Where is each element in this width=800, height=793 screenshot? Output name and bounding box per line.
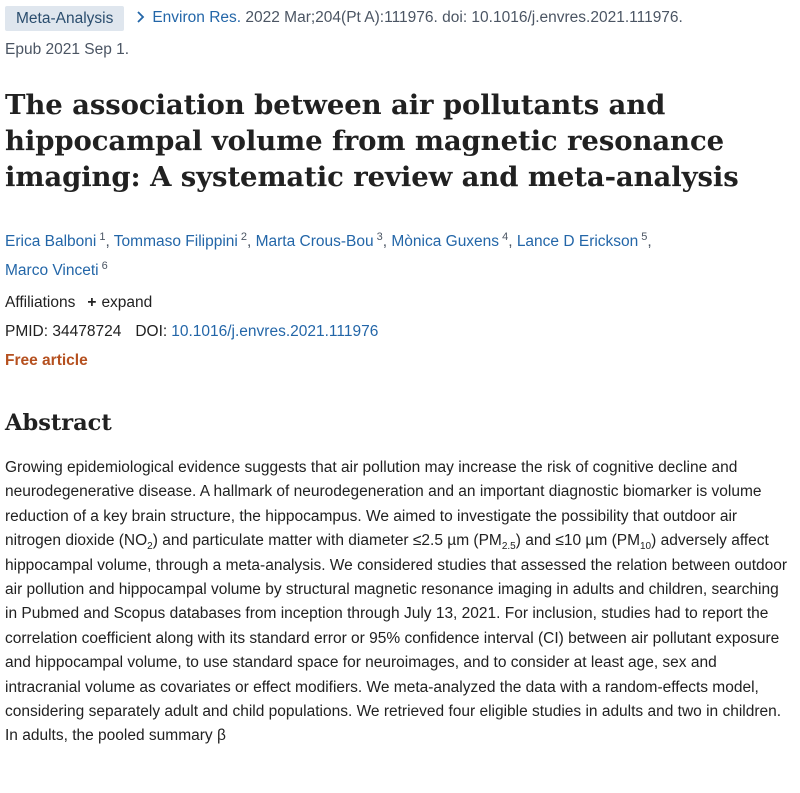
citation-details: 2022 Mar;204(Pt A):111976. doi: 10.1016/j.envres.2021.111976. <box>241 9 683 26</box>
subscript: 10 <box>639 541 652 553</box>
plus-icon: + <box>87 294 97 311</box>
publication-type-badge[interactable]: Meta-Analysis <box>5 6 124 31</box>
free-article-label: Free article <box>5 352 88 369</box>
affiliation-ref[interactable]: 3 <box>376 231 383 243</box>
affiliation-ref[interactable]: 2 <box>240 231 247 243</box>
author-item <box>517 233 648 250</box>
abstract-segment: ) and ≤10 µm (PM <box>515 532 640 550</box>
author-item <box>391 233 508 250</box>
affiliation-ref[interactable]: 6 <box>101 260 108 273</box>
chevron-right-icon <box>136 6 146 30</box>
affiliations-expand-button[interactable] <box>87 294 152 311</box>
identifiers-row <box>5 321 378 343</box>
page-title: The association between air pollutants and hippocampal volume from magnetic resonance imaging: A systematic review and meta-analysis <box>5 89 739 193</box>
affiliations-label: Affiliations <box>5 294 76 311</box>
pmid-value: 34478724 <box>52 323 122 340</box>
author-item <box>256 233 383 250</box>
abstract-segment: Growing epidemiological evidence suggests that air pollution may increase the risk of cognitive decline and neurodegenerative disease. A hallmark of neurodegeneration and an important diagnostic biomarker is volume reduction of a key brain structure, the hippocampus. We aimed to investigate the possibility that outdoor air nitrogen dioxide (NO <box>5 459 762 550</box>
abstract-text <box>5 456 795 749</box>
affiliation-ref[interactable]: 1 <box>99 231 106 243</box>
author-link[interactable]: Marco Vinceti <box>5 262 99 280</box>
author-link[interactable]: Lance D Erickson <box>516 233 639 251</box>
doi-label: DOI: <box>135 323 168 340</box>
subscript: 2.5 <box>501 541 516 553</box>
abstract-heading: Abstract <box>5 410 112 436</box>
affiliations-row <box>5 292 152 314</box>
author-item <box>5 262 108 279</box>
abstract-segment: ) adversely affect hippocampal volume, through a meta-analysis. We considered studies that assessed the relation between outdoor air pollution and hippocampal volume by structural magnetic resonance imaging in adults and children, searching in Pubmed and Scopus databases from inception through July 13, 2021. For inclusion, studies had to report the correlation coefficient along with its standard error or 95% confidence interval (CI) between air pollutant exposure and hippocampal volume, to use standard space for neuroimages, and to consider at least age, sex and intracranial volume as covariates or effect modifiers. We meta-analyzed the data with a random-effects model, considering separately adult and child populations. We retrieved four eligible studies in adults and two in children. In adults, the pooled summary β <box>5 532 788 745</box>
doi-link[interactable]: 10.1016/j.envres.2021.111976 <box>171 323 379 340</box>
authors-list: Erica Balboni $^1$, Tommaso Filippini $^2$, Marta Crous-Bou $^3$, Mònica Guxens $^4$, Lance D Erickson $^5$, Marco Vinceti $^6$ <box>5 231 652 280</box>
pmid-label: PMID: <box>5 323 49 340</box>
epub-date: Epub 2021 Sep 1. <box>5 41 130 58</box>
author-item <box>114 233 247 250</box>
author-link[interactable]: Erica Balboni <box>5 233 97 251</box>
author-link[interactable]: Marta Crous-Bou <box>255 233 374 251</box>
author-item <box>5 233 105 250</box>
author-link[interactable]: Mònica Guxens <box>391 233 500 251</box>
affiliation-ref[interactable]: 5 <box>641 231 648 243</box>
author-link[interactable]: Tommaso Filippini <box>113 233 238 251</box>
journal-link[interactable]: Environ Res. <box>152 9 242 26</box>
subscript: 2 <box>147 541 153 553</box>
expand-label: expand <box>101 294 153 311</box>
citation-bar <box>5 6 795 31</box>
affiliation-ref[interactable]: 4 <box>502 231 509 243</box>
abstract-segment: ) and particulate matter with diameter ≤2.5 µm (PM <box>152 532 502 550</box>
